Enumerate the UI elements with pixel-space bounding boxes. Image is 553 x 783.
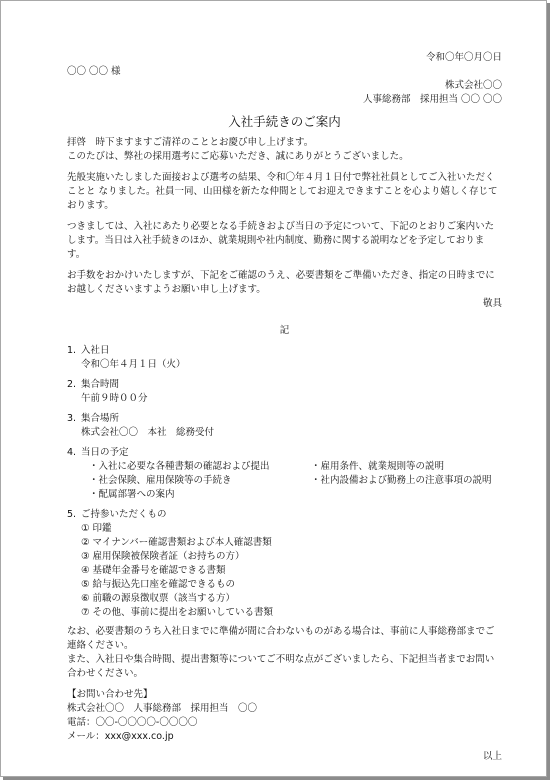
list-item: ⑦ その他、事前に提出をお願いしている書類 bbox=[81, 607, 274, 618]
contact-email: メール：xxx@xxx.co.jp bbox=[67, 731, 174, 742]
list-item: ④ 基礎年金番号を確認できる書類 bbox=[81, 565, 226, 576]
list-item: ・配属部署への案内 bbox=[89, 489, 175, 500]
recipient: 〇〇 〇〇 様 bbox=[67, 66, 121, 77]
closing-ijou: 以上 bbox=[482, 751, 502, 762]
list-item: ・社会保険、雇用保険等の手続き bbox=[89, 475, 232, 486]
list-item: ・雇用条件、就業規則等の説明 bbox=[311, 461, 445, 472]
contact-phone: 電話：〇〇-〇〇〇〇-〇〇〇〇 bbox=[67, 717, 198, 728]
list-item: ⑤ 給与振込先口座を確認できるもの bbox=[81, 579, 236, 590]
list-item: ⑥ 前職の源泉徴収票（該当する方） bbox=[81, 593, 236, 604]
greeting bbox=[67, 136, 502, 164]
paragraph-hiring-result: 先般実施いたしました面接および選考の結果、令和〇年４月１日付で弊社社員としてご入社いただくことと なりました。社員一同、山田様を新たな仲間としてお迎えできますことを心より嬉しく存じております。 bbox=[67, 172, 498, 211]
list-item: ① 印鑑 bbox=[81, 523, 112, 534]
section-heading: 入社日 bbox=[81, 345, 110, 356]
section-number: 1. bbox=[67, 345, 77, 356]
section-body: 株式会社〇〇 本社 総務受付 bbox=[81, 427, 215, 438]
contact-heading: 【お問い合わせ先】 bbox=[67, 689, 153, 700]
greeting-line: このたびは、弊社の採用選考にご応募いただき、誠にありがとうございました。 bbox=[67, 151, 409, 162]
section-body: 令和〇年４月１日（火） bbox=[81, 359, 186, 370]
section-number: 2. bbox=[67, 379, 77, 390]
contact-block bbox=[67, 688, 502, 744]
section-number: 3. bbox=[67, 413, 77, 424]
section-meeting-time bbox=[67, 378, 502, 406]
section-body: 午前９時００分 bbox=[81, 393, 148, 404]
greeting-line: 拝啓 時下ますますご清祥のこととお慶び申し上げます。 bbox=[67, 137, 314, 148]
list-item: ③ 雇用保険被保険者証（お持ちの方） bbox=[81, 551, 245, 562]
schedule-list bbox=[67, 460, 502, 502]
sender-department: 人事総務部 採用担当 〇〇 〇〇 bbox=[362, 94, 502, 105]
section-heading: 集合時間 bbox=[81, 379, 120, 390]
section-schedule bbox=[67, 446, 502, 502]
section-heading: 当日の予定 bbox=[81, 447, 129, 458]
list-item: ・社内設備および勤務上の注意事項の説明 bbox=[311, 475, 492, 486]
section-meeting-place bbox=[67, 412, 502, 440]
closing-keigu: 敬具 bbox=[482, 298, 502, 309]
paragraph-procedure: つきましては、入社にあたり必要となる手続きおよび当日の予定について、下記のとおりご案内いたします。当日は入社手続きのほか、就業規則や社内制度、勤務に関する説明などを予定しております。 bbox=[67, 221, 495, 260]
section-heading: 集合場所 bbox=[81, 413, 120, 424]
section-start-date bbox=[67, 344, 502, 372]
letter-title: 入社手続きのご案内 bbox=[228, 114, 341, 129]
section-number: 5. bbox=[67, 509, 77, 520]
list-item: ・入社に必要な各種書類の確認および提出 bbox=[89, 461, 270, 472]
note-inquiries: また、入社日や集合時間、提出書類等についてご不明な点がございましたら、下記担当者までお問い合わせください。 bbox=[67, 654, 495, 679]
paragraph-request: お手数をおかけいたしますが、下記をご確認のうえ、必要書類をご準備いただき、指定の日時までにお越しくださいますようお願い申し上げます。 bbox=[67, 270, 495, 295]
section-items-to-bring bbox=[67, 508, 502, 620]
note-missing-documents: なお、必要書類のうち入社日までに準備が間に合わないものがある場合は、事前に人事総務部までご連絡ください。 bbox=[67, 626, 495, 651]
list-item: ② マイナンバー確認書類および本人確認書類 bbox=[81, 537, 272, 548]
section-number: 4. bbox=[67, 447, 77, 458]
ki-heading: 記 bbox=[279, 325, 290, 336]
letter-body bbox=[67, 51, 502, 764]
sender-company: 株式会社〇〇 bbox=[444, 80, 502, 91]
items-list bbox=[67, 522, 502, 620]
section-heading: ご持参いただくもの bbox=[81, 509, 167, 520]
date: 令和〇年〇月〇日 bbox=[425, 52, 502, 63]
contact-company: 株式会社〇〇 人事総務部 採用担当 〇〇 bbox=[67, 703, 258, 714]
